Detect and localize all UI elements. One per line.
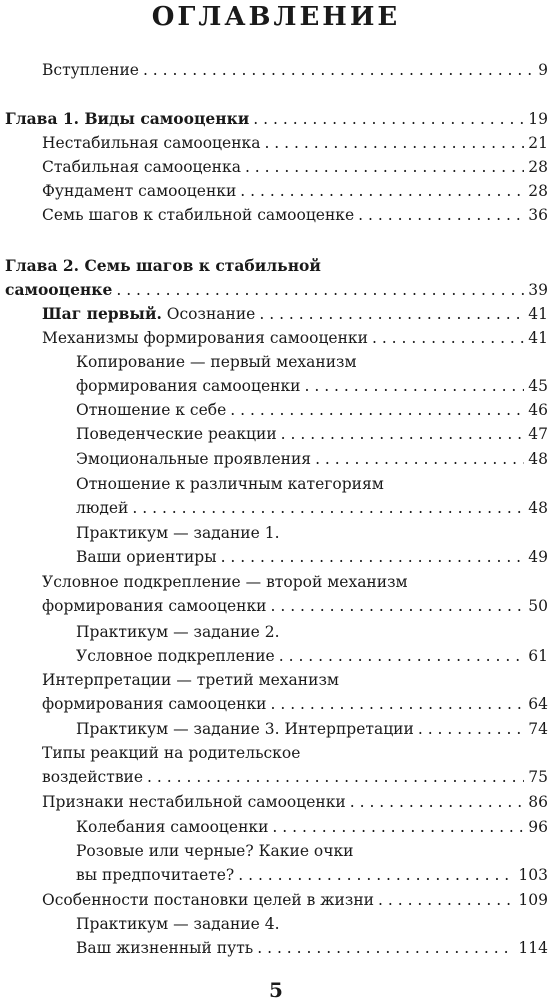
toc-chapter-1[interactable] bbox=[5, 107, 548, 131]
toc-entry[interactable] bbox=[42, 203, 548, 227]
dot-leader bbox=[240, 179, 524, 203]
dot-leader bbox=[315, 447, 524, 471]
toc-page-number: 28 bbox=[528, 158, 548, 176]
dot-leader bbox=[245, 155, 524, 179]
toc-entry-label: Практикум — задание 1. bbox=[76, 524, 280, 542]
toc-entry[interactable] bbox=[42, 790, 548, 814]
toc-subentry[interactable] bbox=[76, 815, 548, 839]
toc-entry[interactable] bbox=[42, 570, 548, 618]
toc-step-label: Шаг первый. bbox=[42, 304, 162, 323]
toc-entry-label: формирования самооценки bbox=[76, 377, 301, 395]
toc-step-title: Осознание bbox=[161, 305, 256, 323]
toc-entry-label: Нестабильная самооценка bbox=[42, 134, 261, 152]
toc-entry-label: Фундамент самооценки bbox=[42, 182, 237, 200]
toc-entry[interactable] bbox=[42, 131, 548, 155]
toc-page-number: 74 bbox=[528, 720, 548, 738]
dot-leader bbox=[259, 302, 524, 326]
toc-page-number: 39 bbox=[528, 281, 548, 299]
toc-entry-label: Условное подкрепление — второй механизм bbox=[42, 573, 408, 591]
toc-entry-label: Механизмы формирования самооценки bbox=[42, 329, 368, 347]
dot-leader bbox=[279, 644, 525, 668]
toc-entry-label: Глава 2. Семь шагов к стабильной bbox=[5, 256, 321, 275]
toc-entry-label: формирования самооценки bbox=[42, 597, 267, 615]
toc-page-number: 41 bbox=[528, 305, 548, 323]
dot-leader bbox=[116, 278, 524, 302]
toc-page-number: 36 bbox=[528, 206, 548, 224]
toc-page-number: 19 bbox=[528, 110, 548, 128]
toc-entry-label: Розовые или черные? Какие очки bbox=[76, 842, 354, 860]
toc-entry-label: самооценке bbox=[5, 280, 113, 299]
toc-page-number: 114 bbox=[518, 939, 548, 957]
toc-entry[interactable] bbox=[42, 326, 548, 350]
dot-leader bbox=[350, 790, 525, 814]
toc-page-number: 86 bbox=[528, 793, 548, 811]
toc-subentry[interactable] bbox=[76, 398, 548, 422]
toc-subentry[interactable] bbox=[76, 717, 548, 741]
toc-entry[interactable] bbox=[42, 741, 548, 789]
toc-page-number: 50 bbox=[528, 597, 548, 615]
toc-entry-label: формирования самооценки bbox=[42, 695, 267, 713]
toc-entry-label: Семь шагов к стабильной самооценке bbox=[42, 206, 355, 224]
toc-entry[interactable] bbox=[42, 888, 548, 912]
toc-subentry[interactable] bbox=[76, 447, 548, 471]
toc-entry-label: Вступление bbox=[42, 61, 139, 79]
toc-entry-label: Ваши ориентиры bbox=[76, 548, 217, 566]
toc-page-number: 45 bbox=[528, 377, 548, 395]
toc-entry-label: людей bbox=[76, 499, 129, 517]
toc-page-number: 48 bbox=[528, 450, 548, 468]
dot-leader bbox=[221, 545, 525, 569]
toc-entry-label: вы предпочитаете? bbox=[76, 866, 235, 884]
toc-entry-label: Отношение к различным категориям bbox=[76, 475, 384, 493]
page-title: ОГЛАВЛЕНИЕ bbox=[151, 2, 401, 32]
toc-entry[interactable] bbox=[42, 155, 548, 179]
dot-leader bbox=[238, 863, 514, 887]
toc-page-number: 75 bbox=[528, 768, 548, 786]
dot-leader bbox=[418, 717, 524, 741]
toc-step-1[interactable] bbox=[42, 302, 548, 326]
dot-leader bbox=[143, 58, 534, 82]
dot-leader bbox=[271, 594, 525, 618]
toc-page-number: 47 bbox=[528, 425, 548, 443]
toc-entry-label: Практикум — задание 3. Интерпретации bbox=[76, 720, 414, 738]
toc-page-number: 28 bbox=[528, 182, 548, 200]
toc-entry-label: Особенности постановки целей в жизни bbox=[42, 891, 375, 909]
toc-subentry[interactable] bbox=[76, 472, 548, 520]
toc-subentry[interactable] bbox=[76, 839, 548, 887]
toc-entry-label: Типы реакций на родительское bbox=[42, 744, 301, 762]
dot-leader bbox=[271, 692, 525, 716]
dot-leader bbox=[264, 131, 524, 155]
toc-subentry[interactable] bbox=[76, 350, 548, 398]
dot-leader bbox=[132, 496, 524, 520]
toc-entry[interactable] bbox=[42, 179, 548, 203]
toc-page-number: 41 bbox=[528, 329, 548, 347]
dot-leader bbox=[372, 326, 524, 350]
toc-entry-label: Практикум — задание 4. bbox=[76, 915, 280, 933]
dot-leader bbox=[257, 936, 514, 960]
toc-entry-label: Глава 1. Виды самооценки bbox=[5, 109, 250, 128]
dot-leader bbox=[305, 374, 525, 398]
toc-page-number: 46 bbox=[528, 401, 548, 419]
toc-entry-label: Стабильная самооценка bbox=[42, 158, 241, 176]
toc-chapter-2[interactable] bbox=[5, 254, 548, 302]
toc-entry-label: Ваш жизненный путь bbox=[76, 939, 254, 957]
dot-leader bbox=[358, 203, 524, 227]
toc-entry-introduction[interactable] bbox=[42, 58, 548, 82]
dot-leader bbox=[272, 815, 524, 839]
toc-page-number: 48 bbox=[528, 499, 548, 517]
toc-entry-label: Практикум — задание 2. bbox=[76, 623, 280, 641]
toc-entry-label: Копирование — первый механизм bbox=[76, 353, 357, 371]
toc-entry-label: воздействие bbox=[42, 768, 144, 786]
dot-leader bbox=[230, 398, 524, 422]
toc-subentry[interactable] bbox=[76, 521, 548, 569]
toc-entry-label: Признаки нестабильной самооценки bbox=[42, 793, 346, 811]
toc-page-number: 49 bbox=[528, 548, 548, 566]
toc-entry[interactable] bbox=[42, 668, 548, 716]
toc-entry-label: Эмоциональные проявления bbox=[76, 450, 312, 468]
dot-leader bbox=[253, 107, 524, 131]
page-number: 5 bbox=[269, 978, 283, 1002]
dot-leader bbox=[147, 765, 524, 789]
toc-entry-label: Интерпретации — третий механизм bbox=[42, 671, 339, 689]
toc-entry-label: Условное подкрепление bbox=[76, 647, 275, 665]
toc-page-number: 103 bbox=[518, 866, 548, 884]
toc-page-number: 21 bbox=[528, 134, 548, 152]
toc-page-number: 109 bbox=[518, 891, 548, 909]
toc-entry-label: Поведенческие реакции bbox=[76, 425, 277, 443]
toc-subentry[interactable] bbox=[76, 912, 548, 960]
toc-subentry[interactable] bbox=[76, 422, 548, 446]
toc-page-number: 96 bbox=[528, 818, 548, 836]
dot-leader bbox=[281, 422, 525, 446]
toc-subentry[interactable] bbox=[76, 620, 548, 668]
toc-page-number: 64 bbox=[528, 695, 548, 713]
toc-entry-label: Колебания самооценки bbox=[76, 818, 269, 836]
toc-entry-label: Отношение к себе bbox=[76, 401, 227, 419]
toc-page-number: 9 bbox=[538, 61, 548, 79]
dot-leader bbox=[378, 888, 514, 912]
toc-page-number: 61 bbox=[528, 647, 548, 665]
